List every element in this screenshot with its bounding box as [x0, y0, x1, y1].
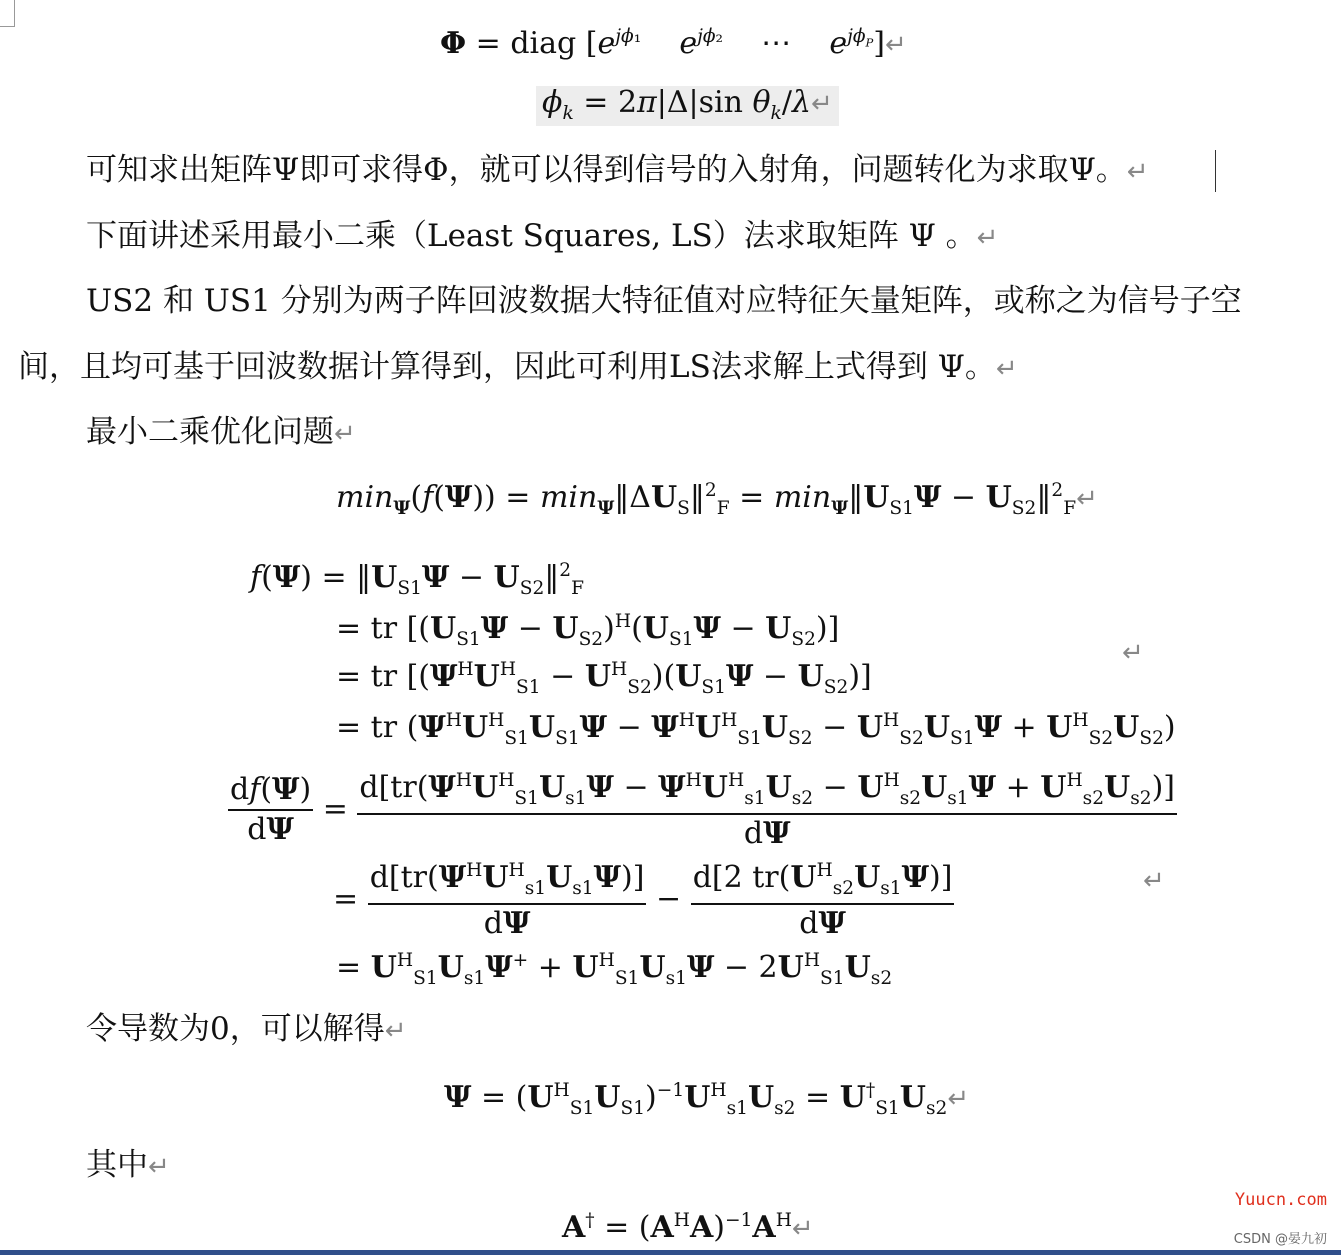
paragraph-text: 下面讲述采用最小二乘（Least Squares, LS）法求取矩阵 Ψ 。 — [86, 218, 977, 254]
equation-pseudo-inverse: $A^\dagger = (A^HA)^{-1}A^H↵$ — [562, 1210, 814, 1245]
equation-f-line2: = tr $[(U_{S1}\Psi - U_{S2})^H(U_{S1}\Psi - U_{S2})]$ — [336, 611, 840, 650]
return-mark: ↵ — [1126, 157, 1149, 187]
paragraph-text: 可知求出矩阵Ψ即可求得Φ，就可以得到信号的入射角，问题转化为求取Ψ。 — [86, 152, 1127, 188]
fraction-trace-term1: $\frac{d[tr(\Psi^HU^H_{s1}U_{s1}\Psi)]}{d\Psi}$ — [369, 860, 645, 941]
return-mark: ↵ — [1122, 638, 1144, 668]
return-mark: ↵ — [995, 354, 1018, 384]
equation-min-problem: $\min_\Psi(f(\Psi))$ = $\min_\Psi‖\Delta U_S‖^2_F$ = $\min_\Psi‖U_{S1}\Psi$ − $U_{S2}‖^2_F↵$ — [336, 480, 1098, 519]
equation-derivative-line1: $\frac{df(\Psi)}{d\Psi}$ = $\frac{d[tr(\Psi^HU^H_{S1}U_{s1}\Psi - \Psi^HU^H_{s1}U_{s2} - U^H_{s2}U_{s1}\Psi + U^H_{s2}U_{s2})]}{d\Psi}$ — [230, 770, 1175, 851]
paragraph-ls-optimization — [86, 414, 356, 450]
return-mark: ↵ — [1076, 484, 1098, 514]
paragraph-text: 间，且均可基于回波数据计算得到，因此可利用LS法求解上式得到 Ψ。 — [18, 349, 996, 385]
watermark-credit: CSDN @晏九初 — [1233, 1232, 1327, 1247]
return-mark: ↵ — [148, 1152, 170, 1182]
paragraph-text: 其中 — [86, 1147, 148, 1183]
paragraph-where — [86, 1147, 170, 1183]
equation-f-line1: $f(\Psi) = ‖U_{S1}\Psi$ − $U_{S2}‖^2_F$ — [250, 560, 585, 599]
fraction-df-dpsi: $\frac{df(\Psi)}{d\Psi}$ — [230, 772, 312, 848]
paragraph-subspace-line2 — [18, 349, 1018, 385]
return-mark: ↵ — [947, 1084, 970, 1114]
return-mark: ↵ — [1143, 866, 1165, 896]
equation-derivative-line3: = $U^H_{S1}U_{s1}\Psi^+ + U^H_{S1}U_{s1}\Psi - 2U^H_{S1}U_{s2}$ — [336, 950, 893, 989]
paragraph-text: 最小二乘优化问题 — [86, 414, 334, 450]
equation-f-line3: = tr $[(\Psi^HU^H_{S1} - U^H_{S2})(U_{S1}\Psi - U_{S2})]$ — [336, 659, 872, 698]
fraction-trace-term2: $\frac{d[2 tr(U^H_{s2}U_{s1}\Psi)]}{d\Psi}$ — [692, 860, 953, 941]
return-mark: ↵ — [976, 223, 999, 253]
paragraph-psi-intro — [86, 152, 1149, 188]
paragraph-text: US2 和 US1 分别为两子阵回波数据大特征值对应特征矢量矩阵，或称之为信号子空 — [86, 283, 1242, 319]
page-corner-mark — [0, 0, 15, 27]
equation-phi-k: $\phi_k = 2\pi|\Delta|\sin$ $\theta_k/\lambda↵$ — [536, 86, 839, 126]
return-mark: ↵ — [791, 1214, 814, 1244]
return-mark: ↵ — [810, 89, 833, 119]
text-cursor — [1215, 150, 1216, 192]
watermark-site: Yuucn.com — [1234, 1190, 1327, 1210]
fraction-derivative-trace: $\frac{d[tr(\Psi^HU^H_{S1}U_{s1}\Psi - \Psi^HU^H_{s1}U_{s2} - U^H_{s2}U_{s1}\Psi + U^H_{s2}U_{s2})]}{d\Psi}$ — [359, 770, 1175, 851]
equation-derivative-line2: = $\frac{d[tr(\Psi^HU^H_{s1}U_{s1}\Psi)]}{d\Psi}$ − $\frac{d[2 tr(U^H_{s2}U_{s1}\Psi)]}{d\Psi}$ — [333, 860, 953, 941]
paragraph-ls-method — [86, 218, 999, 254]
paragraph-set-derivative-zero — [86, 1011, 407, 1047]
equation-f-line4: = tr $(\Psi^HU^H_{S1}U_{S1}\Psi - \Psi^HU^H_{S1}U_{S2} - U^H_{S2}U_{S1}\Psi + U^H_{S2}U_{S2})$ — [336, 710, 1176, 749]
return-mark: ↵ — [885, 30, 907, 60]
equation-phi-matrix: Φ = diag [$e^{j\phi_1}$ $e^{j\phi_2}$ ⋯ $e^{j\phi_P}]↵$ — [440, 26, 907, 61]
return-mark: ↵ — [384, 1016, 407, 1046]
equation-solution: $\Psi = (U^H_{S1}U_{S1})^{-1}U^H_{s1}U_{s2}$ = $U^\dagger_{S1}U_{s2}↵$ — [444, 1080, 970, 1119]
window-bottom-border — [0, 1250, 1341, 1255]
paragraph-subspace-line1 — [86, 283, 1242, 319]
paragraph-text: 令导数为0，可以解得 — [86, 1011, 385, 1047]
return-mark: ↵ — [334, 419, 356, 449]
